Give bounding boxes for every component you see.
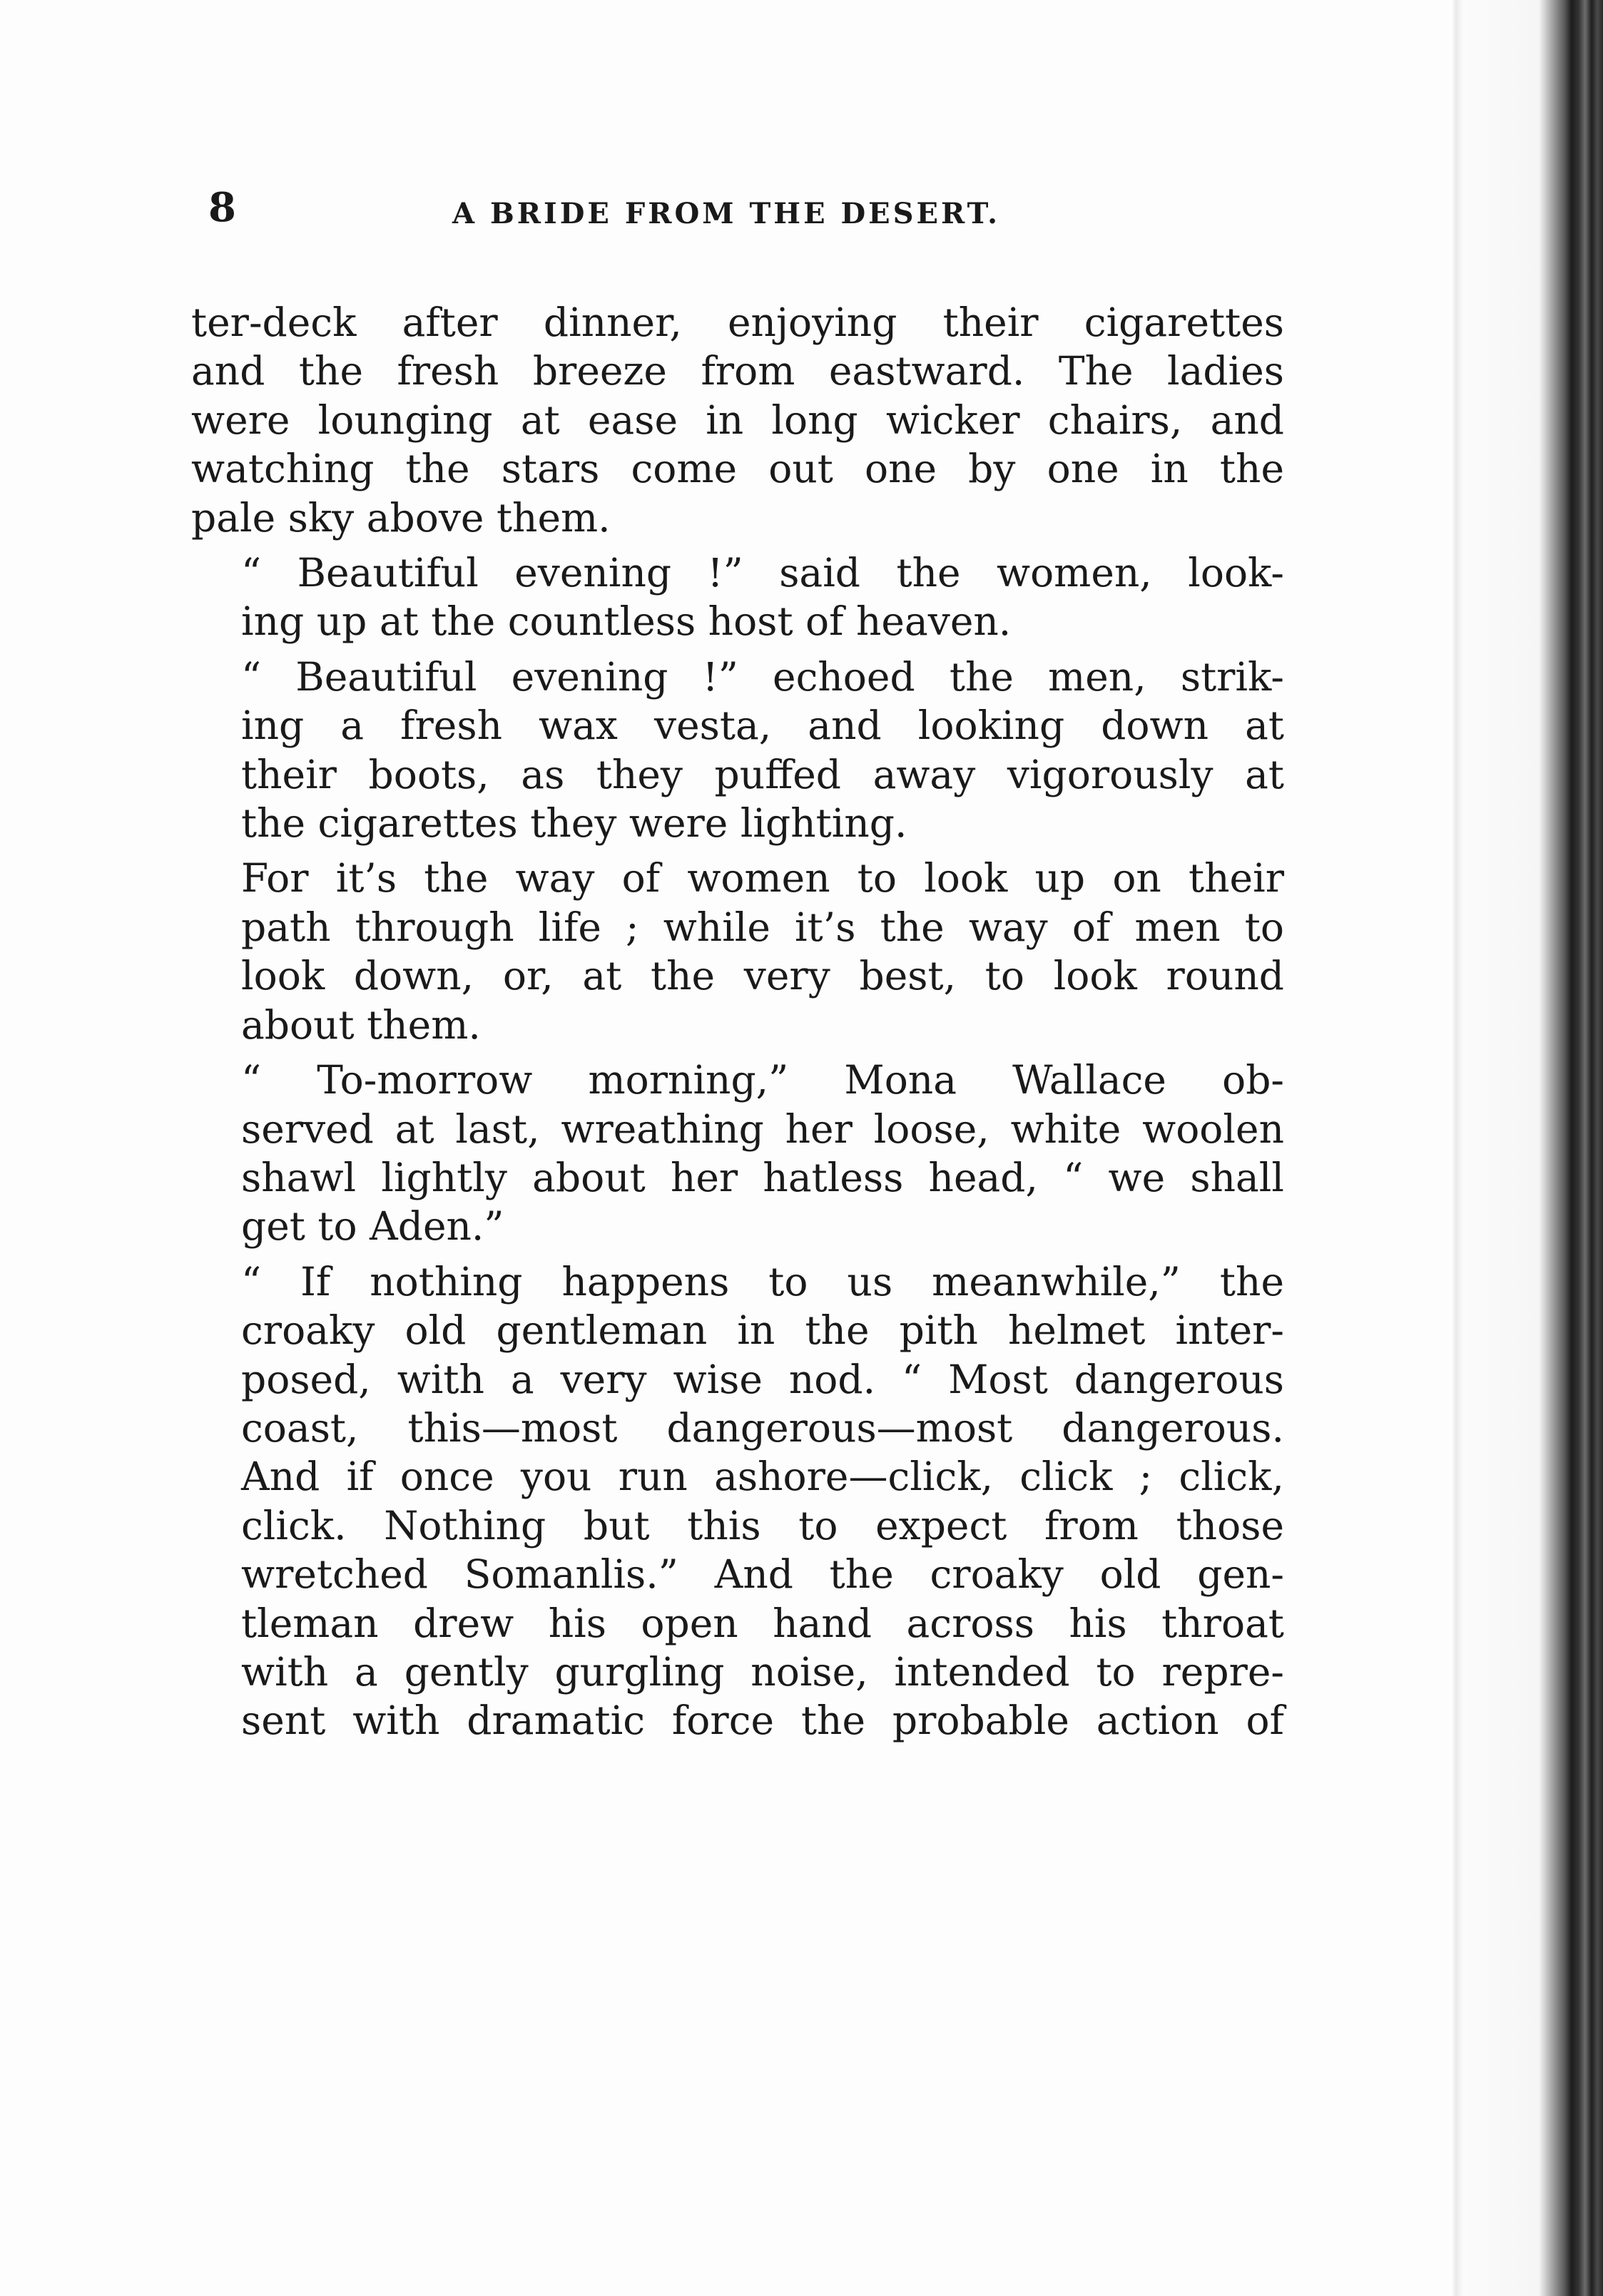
text-line: For it’s the way of women to look up on their bbox=[241, 855, 1284, 902]
text-line: wretched Somanlis.” And the croaky old gen- bbox=[241, 1551, 1284, 1598]
text-line: “ Beautiful evening !” said the women, look- bbox=[241, 550, 1284, 596]
text-line: were lounging at ease in long wicker chairs, and bbox=[191, 397, 1284, 443]
text-line: click. Nothing but this to expect from those bbox=[241, 1502, 1284, 1548]
text-line: “ If nothing happens to us meanwhile,” the bbox=[241, 1258, 1284, 1305]
text-line: ing a fresh wax vesta, and looking down at bbox=[241, 703, 1284, 749]
text-line: “ To-morrow morning,” Mona Wallace ob- bbox=[241, 1057, 1284, 1103]
paragraph bbox=[191, 1257, 1284, 1745]
text-line: watching the stars come out one by one in the bbox=[191, 446, 1284, 492]
text-line: served at last, wreathing her loose, white woolen bbox=[241, 1106, 1284, 1152]
running-title: A BRIDE FROM THE DESERT. bbox=[452, 197, 1001, 230]
paragraph bbox=[191, 549, 1284, 646]
text-line: sent with dramatic force the probable action of bbox=[241, 1698, 1284, 1744]
paragraph bbox=[191, 653, 1284, 848]
text-line: pale sky above them. bbox=[191, 494, 611, 541]
body-text bbox=[191, 298, 1284, 1752]
book-spine-edge bbox=[1439, 0, 1603, 2296]
paragraph bbox=[191, 1056, 1284, 1251]
text-line: And if once you run ashore—click, click ; click, bbox=[241, 1454, 1284, 1500]
paragraph bbox=[191, 854, 1284, 1049]
text-line: tleman drew his open hand across his throat bbox=[241, 1600, 1284, 1646]
text-line: and the fresh breeze from eastward. The ladies bbox=[191, 348, 1284, 394]
text-line: coast, this—most dangerous—most dangerous. bbox=[241, 1404, 1284, 1451]
text-line: look down, or, at the very best, to look round bbox=[241, 953, 1284, 999]
page-number: 8 bbox=[208, 184, 236, 231]
text-line: about them. bbox=[241, 1001, 481, 1048]
text-line: the cigarettes they were lighting. bbox=[241, 800, 907, 847]
text-line: get to Aden.” bbox=[241, 1203, 504, 1250]
paragraph bbox=[191, 298, 1284, 542]
text-line: ter-deck after dinner, enjoying their cigarettes bbox=[191, 300, 1284, 345]
text-line: “ Beautiful evening !” echoed the men, strik- bbox=[241, 653, 1284, 700]
text-line: their boots, as they puffed away vigorously at bbox=[241, 751, 1284, 797]
text-line: path through life ; while it’s the way of men to bbox=[241, 904, 1284, 950]
page-header bbox=[208, 184, 1271, 241]
text-line: posed, with a very wise nod. “ Most dangerous bbox=[241, 1356, 1284, 1402]
text-line: ing up at the countless host of heaven. bbox=[241, 598, 1012, 645]
text-line: with a gently gurgling noise, intended to repre- bbox=[241, 1648, 1284, 1695]
text-line: shawl lightly about her hatless head, “ we shall bbox=[241, 1154, 1284, 1200]
text-line: croaky old gentleman in the pith helmet inter- bbox=[241, 1307, 1284, 1354]
